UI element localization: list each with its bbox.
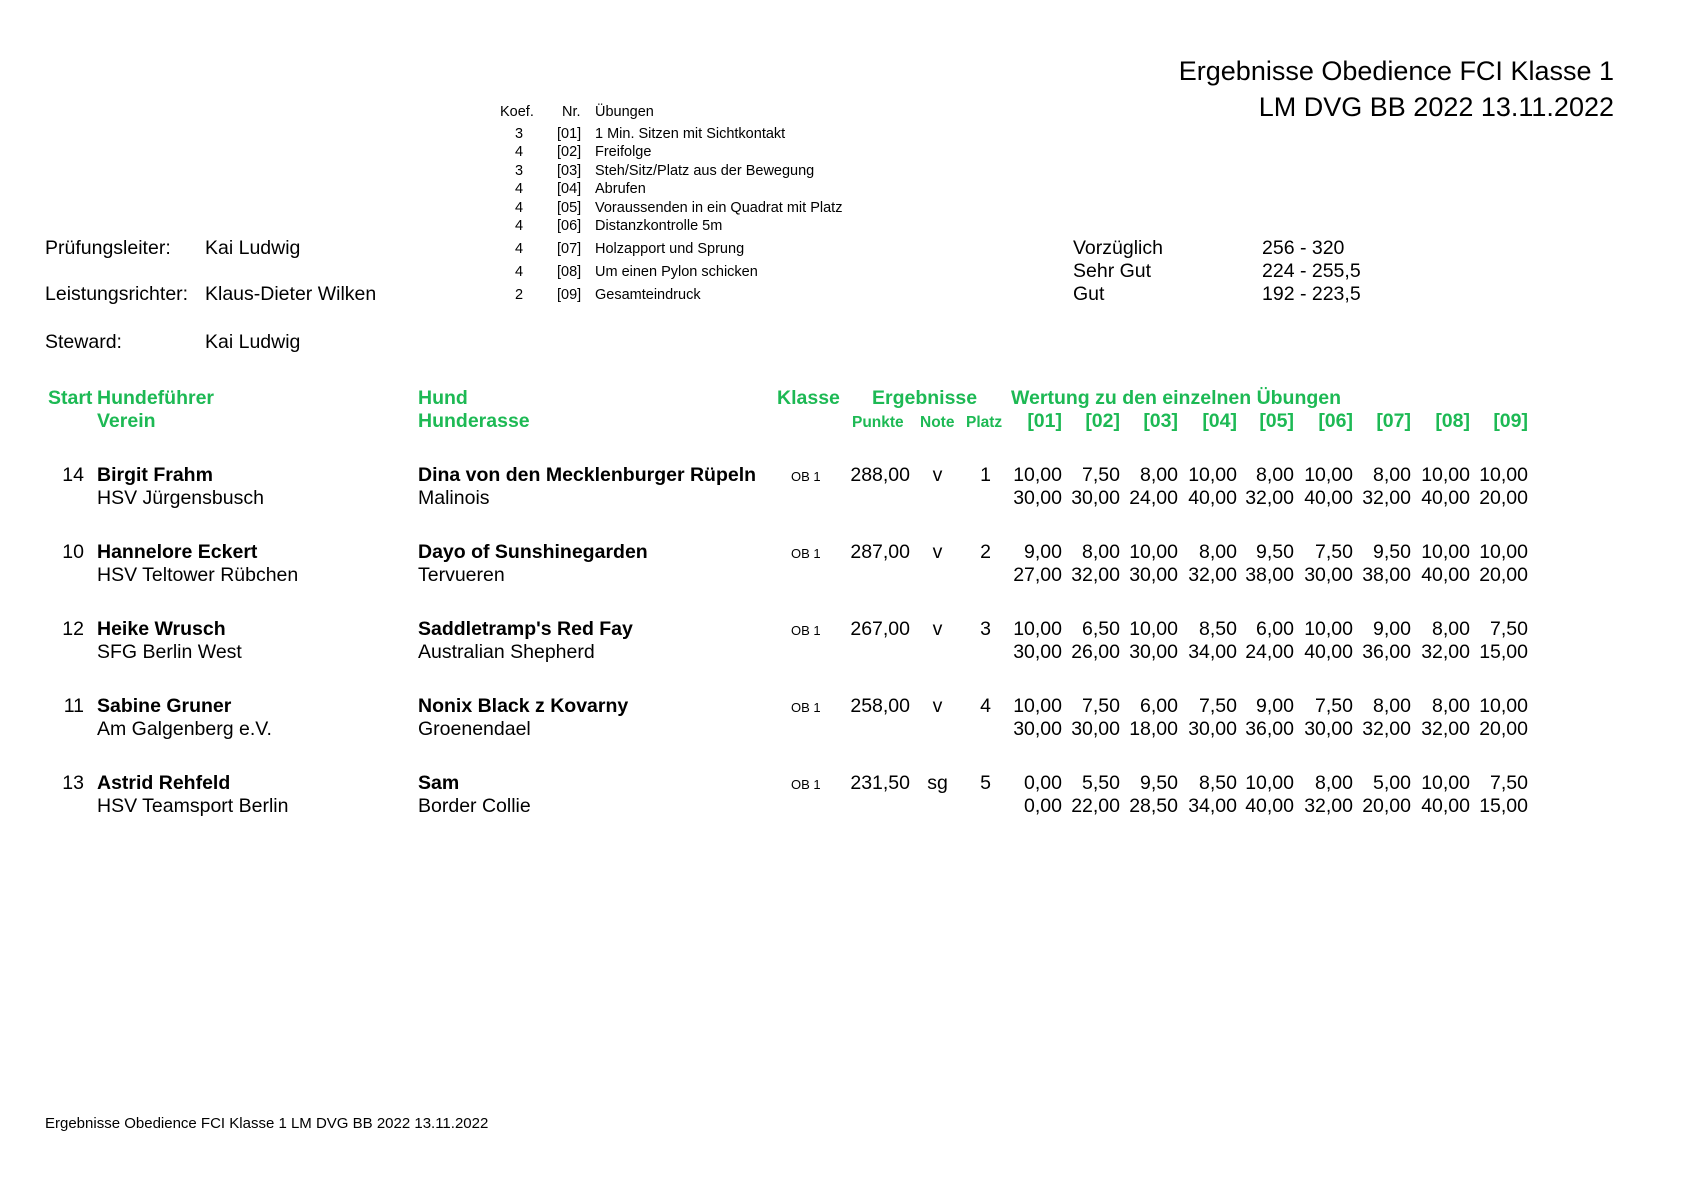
- exercise-score: 10,00: [1188, 464, 1237, 486]
- handler-name: Sabine Gruner: [97, 695, 232, 717]
- start-number: 11: [63, 695, 84, 717]
- exercise-score: 9,00: [1373, 618, 1411, 640]
- weighted-score: 30,00: [1013, 487, 1062, 509]
- header-wertung: Wertung zu den einzelnen Übungen: [1011, 387, 1342, 409]
- placement: 3: [980, 618, 991, 640]
- weighted-score: 20,00: [1479, 718, 1528, 740]
- exercise-score: 10,00: [1129, 618, 1178, 640]
- header-klasse: Klasse: [777, 387, 840, 409]
- handler-name: Astrid Rehfeld: [97, 772, 231, 794]
- exercise-score: 7,50: [1082, 464, 1120, 486]
- class-label: OB 1: [791, 546, 821, 561]
- weighted-score: 20,00: [1362, 795, 1411, 817]
- weighted-score: 15,00: [1479, 641, 1528, 663]
- weighted-score: 32,00: [1362, 718, 1411, 740]
- exercise-score: 8,00: [1315, 772, 1353, 794]
- header-exercise-col: [01]: [1027, 410, 1062, 432]
- exercise-score: 10,00: [1013, 464, 1062, 486]
- placement: 2: [980, 541, 991, 563]
- handler-name: Birgit Frahm: [97, 464, 213, 486]
- legend-exercise-name: Holzapport und Sprung: [595, 241, 745, 257]
- page-title: Ergebnisse Obedience FCI Klasse 1: [1178, 56, 1614, 86]
- total-points: 258,00: [850, 695, 910, 717]
- total-points: 267,00: [850, 618, 910, 640]
- exercise-score: 10,00: [1421, 541, 1470, 563]
- legend-koef: 4: [515, 181, 524, 197]
- weighted-score: 30,00: [1071, 487, 1120, 509]
- exercise-score: 6,00: [1256, 618, 1294, 640]
- grade-range: 256 - 320: [1262, 237, 1345, 259]
- legend-header-koef: Koef.: [500, 104, 534, 120]
- header-exercise-col: [04]: [1202, 410, 1237, 432]
- club-name: HSV Teltower Rübchen: [97, 564, 299, 586]
- exercise-score: 8,00: [1432, 618, 1470, 640]
- legend-nr: [03]: [557, 163, 582, 179]
- legend-exercise-name: Steh/Sitz/Platz aus der Bewegung: [595, 163, 815, 179]
- dog-breed: Tervueren: [418, 564, 505, 586]
- weighted-score: 30,00: [1304, 564, 1353, 586]
- legend-koef: 3: [515, 126, 524, 142]
- weighted-score: 30,00: [1013, 718, 1062, 740]
- official-label: Leistungsrichter:: [45, 283, 189, 305]
- header-exercise-col: [08]: [1435, 410, 1470, 432]
- exercise-score: 8,00: [1199, 541, 1237, 563]
- header-start: Start: [48, 387, 93, 409]
- weighted-score: 40,00: [1421, 564, 1470, 586]
- exercise-score: 7,50: [1315, 695, 1353, 717]
- weighted-score: 32,00: [1421, 641, 1470, 663]
- class-label: OB 1: [791, 700, 821, 715]
- weighted-score: 30,00: [1013, 641, 1062, 663]
- exercise-score: 10,00: [1479, 541, 1528, 563]
- weighted-score: 40,00: [1304, 487, 1353, 509]
- weighted-score: 36,00: [1245, 718, 1294, 740]
- weighted-score: 32,00: [1362, 487, 1411, 509]
- club-name: Am Galgenberg e.V.: [97, 718, 272, 740]
- header-handler: Hundeführer: [97, 387, 214, 409]
- start-number: 14: [62, 464, 84, 486]
- grade-range: 224 - 255,5: [1262, 260, 1361, 282]
- weighted-score: 24,00: [1129, 487, 1178, 509]
- legend-exercise-name: Freifolge: [595, 144, 652, 160]
- weighted-score: 34,00: [1188, 795, 1237, 817]
- legend-koef: 4: [515, 200, 524, 216]
- exercise-score: 9,50: [1373, 541, 1411, 563]
- legend-exercise-name: Gesamteindruck: [595, 287, 701, 303]
- weighted-score: 15,00: [1479, 795, 1528, 817]
- weighted-score: 22,00: [1071, 795, 1120, 817]
- exercise-score: 10,00: [1304, 464, 1353, 486]
- weighted-score: 0,00: [1024, 795, 1062, 817]
- start-number: 13: [62, 772, 84, 794]
- weighted-score: 38,00: [1245, 564, 1294, 586]
- legend-exercise-name: 1 Min. Sitzen mit Sichtkontakt: [595, 126, 786, 142]
- page-subtitle: LM DVG BB 2022 13.11.2022: [1258, 92, 1614, 122]
- legend-koef: 4: [515, 264, 524, 280]
- dog-name: Sam: [418, 772, 460, 794]
- exercise-score: 10,00: [1013, 695, 1062, 717]
- header-dog: Hund: [418, 387, 468, 409]
- weighted-score: 40,00: [1245, 795, 1294, 817]
- weighted-score: 30,00: [1304, 718, 1353, 740]
- legend-nr: [05]: [557, 200, 582, 216]
- header-breed: Hunderasse: [418, 410, 530, 432]
- exercise-score: 7,50: [1199, 695, 1237, 717]
- header-punkte: Punkte: [852, 414, 904, 431]
- exercise-score: 10,00: [1129, 541, 1178, 563]
- legend-exercise-name: Um einen Pylon schicken: [595, 264, 758, 280]
- legend-koef: 4: [515, 144, 524, 160]
- weighted-score: 32,00: [1245, 487, 1294, 509]
- legend-nr: [08]: [557, 264, 582, 280]
- exercise-score: 9,00: [1256, 695, 1294, 717]
- weighted-score: 30,00: [1188, 718, 1237, 740]
- grade-name: Vorzüglich: [1073, 237, 1163, 259]
- weighted-score: 20,00: [1479, 487, 1528, 509]
- dog-name: Dayo of Sunshinegarden: [418, 541, 648, 563]
- club-name: HSV Teamsport Berlin: [97, 795, 289, 817]
- weighted-score: 28,50: [1129, 795, 1178, 817]
- exercise-score: 7,50: [1490, 618, 1528, 640]
- dog-breed: Border Collie: [418, 795, 531, 817]
- weighted-score: 32,00: [1188, 564, 1237, 586]
- header-ergebnisse: Ergebnisse: [872, 387, 978, 409]
- total-points: 287,00: [850, 541, 910, 563]
- weighted-score: 18,00: [1129, 718, 1178, 740]
- total-points: 288,00: [850, 464, 910, 486]
- exercise-score: 10,00: [1245, 772, 1294, 794]
- legend-header-name: Übungen: [595, 104, 654, 120]
- exercise-score: 8,50: [1199, 618, 1237, 640]
- class-label: OB 1: [791, 777, 821, 792]
- legend-koef: 4: [515, 241, 524, 257]
- exercise-score: 10,00: [1421, 464, 1470, 486]
- grade-note: sg: [927, 772, 948, 794]
- weighted-score: 32,00: [1421, 718, 1470, 740]
- legend-exercise-name: Distanzkontrolle 5m: [595, 218, 723, 234]
- grade-range: 192 - 223,5: [1262, 283, 1361, 305]
- dog-breed: Malinois: [418, 487, 490, 509]
- dog-name: Saddletramp's Red Fay: [418, 618, 633, 640]
- exercise-score: 5,50: [1082, 772, 1120, 794]
- legend-nr: [02]: [557, 144, 582, 160]
- grade-name: Gut: [1073, 283, 1105, 305]
- handler-name: Hannelore Eckert: [97, 541, 258, 563]
- exercise-score: 10,00: [1013, 618, 1062, 640]
- header-exercise-col: [07]: [1376, 410, 1411, 432]
- exercise-score: 6,00: [1140, 695, 1178, 717]
- header-club: Verein: [97, 410, 156, 432]
- weighted-score: 36,00: [1362, 641, 1411, 663]
- legend-nr: [07]: [557, 241, 582, 257]
- exercise-score: 8,00: [1432, 695, 1470, 717]
- weighted-score: 24,00: [1245, 641, 1294, 663]
- exercise-score: 9,50: [1140, 772, 1178, 794]
- weighted-score: 34,00: [1188, 641, 1237, 663]
- weighted-score: 32,00: [1071, 564, 1120, 586]
- grade-note: v: [932, 464, 943, 486]
- start-number: 12: [62, 618, 84, 640]
- official-label: Steward:: [45, 331, 122, 353]
- weighted-score: 40,00: [1421, 795, 1470, 817]
- weighted-score: 40,00: [1304, 641, 1353, 663]
- legend-nr: [06]: [557, 218, 582, 234]
- legend-exercise-name: Abrufen: [595, 181, 646, 197]
- placement: 5: [980, 772, 991, 794]
- weighted-score: 27,00: [1013, 564, 1062, 586]
- grade-note: v: [932, 541, 943, 563]
- class-label: OB 1: [791, 623, 821, 638]
- weighted-score: 30,00: [1071, 718, 1120, 740]
- legend-koef: 2: [515, 287, 524, 303]
- legend-nr: [09]: [557, 287, 582, 303]
- start-number: 10: [62, 541, 84, 563]
- exercise-score: 9,50: [1256, 541, 1294, 563]
- exercise-score: 8,00: [1373, 695, 1411, 717]
- header-exercise-col: [02]: [1085, 410, 1120, 432]
- exercise-score: 10,00: [1421, 772, 1470, 794]
- dog-name: Nonix Black z Kovarny: [418, 695, 629, 717]
- club-name: SFG Berlin West: [97, 641, 242, 663]
- handler-name: Heike Wrusch: [97, 618, 226, 640]
- exercise-score: 8,00: [1256, 464, 1294, 486]
- legend-koef: 4: [515, 218, 524, 234]
- header-exercise-col: [05]: [1259, 410, 1294, 432]
- dog-breed: Groenendael: [418, 718, 531, 740]
- header-exercise-col: [03]: [1143, 410, 1178, 432]
- header-platz: Platz: [966, 414, 1003, 431]
- exercise-score: 5,00: [1373, 772, 1411, 794]
- exercise-score: 10,00: [1304, 618, 1353, 640]
- grade-note: v: [932, 618, 943, 640]
- club-name: HSV Jürgensbusch: [97, 487, 264, 509]
- page-footer: Ergebnisse Obedience FCI Klasse 1 LM DVG BB 2022 13.11.2022: [45, 1115, 489, 1132]
- legend-exercise-name: Voraussenden in ein Quadrat mit Platz: [595, 200, 843, 216]
- header-note: Note: [920, 414, 955, 431]
- exercise-score: 10,00: [1479, 695, 1528, 717]
- exercise-score: 6,50: [1082, 618, 1120, 640]
- exercise-score: 10,00: [1479, 464, 1528, 486]
- grade-name: Sehr Gut: [1073, 260, 1152, 282]
- weighted-score: 40,00: [1421, 487, 1470, 509]
- official-label: Prüfungsleiter:: [45, 237, 171, 259]
- official-value: Kai Ludwig: [205, 237, 301, 259]
- weighted-score: 20,00: [1479, 564, 1528, 586]
- grade-note: v: [932, 695, 943, 717]
- dog-name: Dina von den Mecklenburger Rüpeln: [418, 464, 757, 486]
- dog-breed: Australian Shepherd: [418, 641, 595, 663]
- legend-koef: 3: [515, 163, 524, 179]
- official-value: Kai Ludwig: [205, 331, 301, 353]
- legend-header-nr: Nr.: [562, 104, 581, 120]
- exercise-score: 9,00: [1024, 541, 1062, 563]
- exercise-score: 7,50: [1490, 772, 1528, 794]
- weighted-score: 38,00: [1362, 564, 1411, 586]
- weighted-score: 26,00: [1071, 641, 1120, 663]
- total-points: 231,50: [850, 772, 910, 794]
- weighted-score: 30,00: [1129, 564, 1178, 586]
- official-value: Klaus-Dieter Wilken: [205, 283, 377, 305]
- exercise-score: 7,50: [1082, 695, 1120, 717]
- header-exercise-col: [09]: [1493, 410, 1528, 432]
- header-exercise-col: [06]: [1318, 410, 1353, 432]
- legend-nr: [01]: [557, 126, 582, 142]
- class-label: OB 1: [791, 469, 821, 484]
- legend-nr: [04]: [557, 181, 582, 197]
- weighted-score: 30,00: [1129, 641, 1178, 663]
- placement: 4: [980, 695, 991, 717]
- exercise-score: 8,00: [1140, 464, 1178, 486]
- exercise-score: 8,00: [1373, 464, 1411, 486]
- placement: 1: [980, 464, 991, 486]
- exercise-score: 8,00: [1082, 541, 1120, 563]
- exercise-score: 0,00: [1024, 772, 1062, 794]
- weighted-score: 40,00: [1188, 487, 1237, 509]
- exercise-score: 8,50: [1199, 772, 1237, 794]
- weighted-score: 32,00: [1304, 795, 1353, 817]
- exercise-score: 7,50: [1315, 541, 1353, 563]
